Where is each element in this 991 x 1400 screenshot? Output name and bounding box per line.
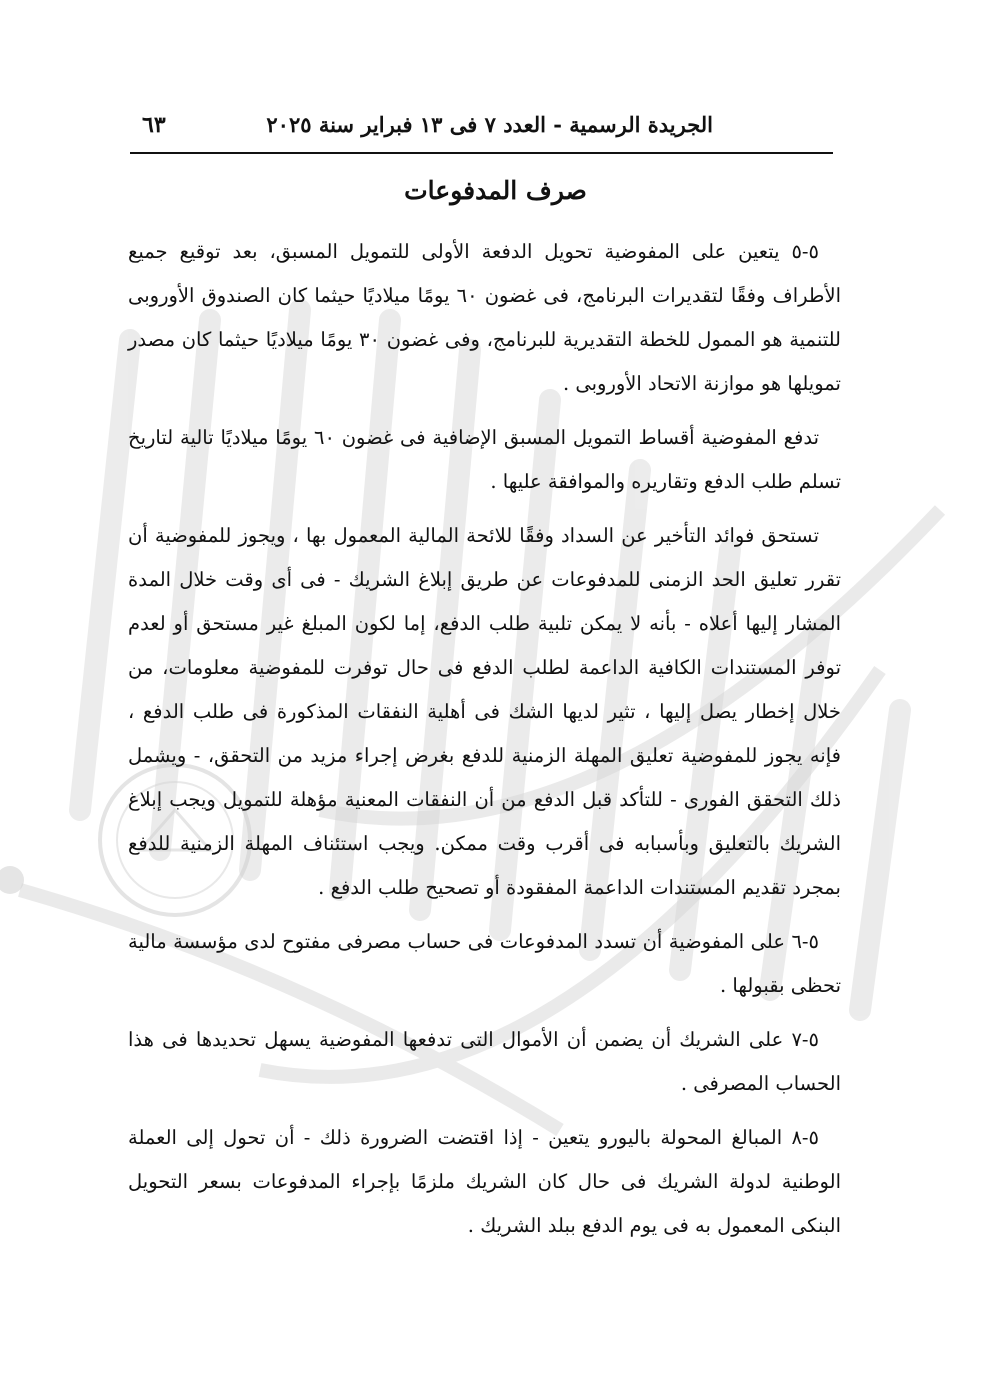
- page-header: [130, 106, 833, 154]
- body-text: [128, 230, 841, 1258]
- page-number: ٦٣: [142, 112, 166, 138]
- section-title: صرف المدفوعات: [404, 176, 587, 205]
- paragraph: تستحق فوائد التأخير عن السداد وفقًا للائحة المالية المعمول بها ، ويجوز للمفوضية أن تقرر تعليق الحد الزمنى للمدفوعات عن طريق إبلاغ الشريك - فى أى وقت خلال المدة المشار إليها أعلاه - بأنه لا يمكن تلبية طلب الدفع، إما لكون المبلغ غير مستحق أو لعدم توفر المستندات الكافية الداعمة لطلب الدفع فى حال توفرت للمفوضية معلومات، من خلال إخطار يصل إليها ، تثير لديها الشك فى أهلية النفقات المذكورة فى طلب الدفع ، فإنه يجوز للمفوضية تعليق المهلة الزمنية للدفع بغرض إجراء مزيد من التحقق، - ويشمل ذلك التحقق الفورى - للتأكد قبل الدفع من أن النفقات المعنية مؤهلة للتمويل ويجب إبلاغ الشريك بالتعليق وبأسبابه فى أقرب وقت ممكن. ويجب استئناف المهلة الزمنية للدفع بمجرد تقديم المستندات الداعمة المفقودة أو تصحيح طلب الدفع .: [128, 524, 841, 899]
- gazette-title: الجريدة الرسمية - العدد ٧ فى ١٣ فبراير سنة ٢٠٢٥: [266, 112, 713, 137]
- paragraph: تدفع المفوضية أقساط التمويل المسبق الإضافية فى غضون ٦٠ يومًا ميلاديًا تالية لتاريخ تسلم طلب الدفع وتقاريره والموافقة عليها .: [128, 426, 841, 493]
- paragraph: ٥-٧ على الشريك أن يضمن أن الأموال التى تدفعها المفوضية يسهل تحديدها فى هذا الحساب المصرفى .: [128, 1028, 841, 1095]
- paragraph: ٥-٨ المبالغ المحولة باليورو يتعين - إذا اقتضت الضرورة ذلك - أن تحول إلى العملة الوطنية لدولة الشريك فى حال كان الشريك ملزمًا بإجراء المدفوعات بسعر التحويل البنكى المعمول به فى يوم الدفع ببلد الشريك .: [128, 1126, 841, 1237]
- paragraph: ٥-٥ يتعين على المفوضية تحويل الدفعة الأولى للتمويل المسبق، بعد توقيع جميع الأطراف وفقًا لتقديرات البرنامج، فى غضون ٦٠ يومًا ميلاديًا حيثما كان الصندوق الأوروبى للتنمية هو الممول للخطة التقديرية للبرنامج، وفى غضون ٣٠ يومًا ميلاديًا حيثما كان مصدر تمويلها هو موازنة الاتحاد الأوروبى .: [128, 240, 841, 395]
- paragraph: ٥-٦ على المفوضية أن تسدد المدفوعات فى حساب مصرفى مفتوح لدى مؤسسة مالية تحظى بقبولها .: [128, 930, 841, 997]
